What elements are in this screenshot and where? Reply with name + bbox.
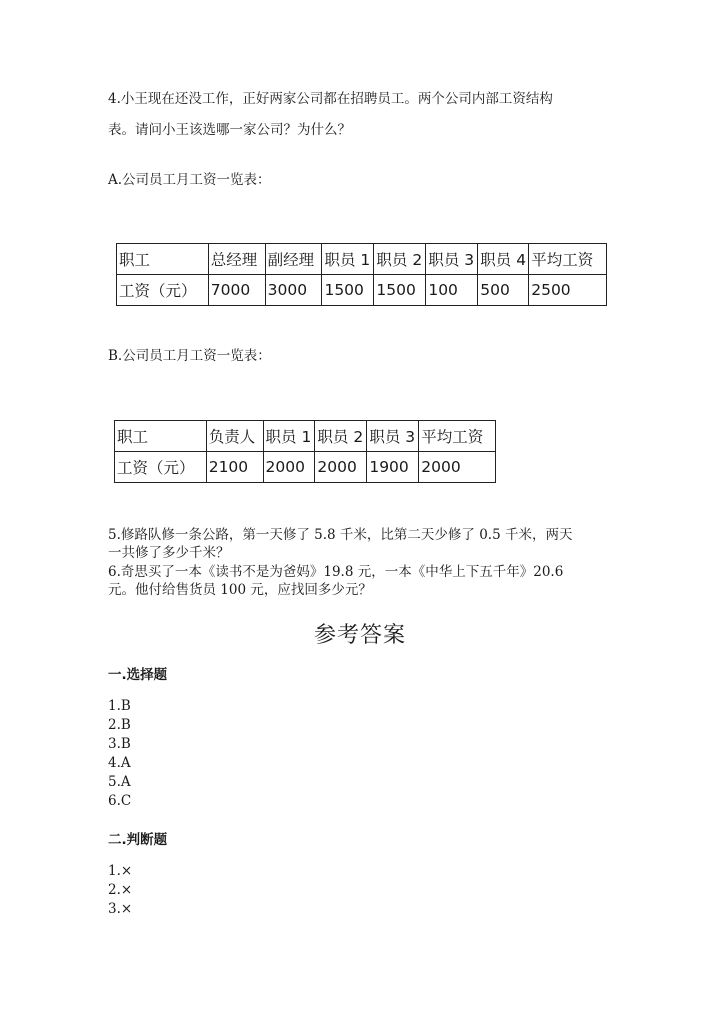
q6-text-line1: 6.奇思买了一本《读书不是为爸妈》19.8 元，一本《中华上下五千年》20.6 — [108, 564, 564, 580]
answer-item: 3.B — [108, 736, 131, 752]
table-a-cell: 3000 — [265, 275, 322, 306]
table-a-header-cell: 副经理 — [265, 244, 322, 275]
section-judge-heading: 二.判断题 — [108, 832, 168, 848]
answer-item: 6.C — [108, 793, 132, 809]
table-a-cell: 1500 — [374, 275, 426, 306]
answer-item: 1.× — [108, 863, 133, 879]
section-choice-heading: 一.选择题 — [108, 667, 168, 683]
table-b-header-row — [115, 421, 496, 452]
table-a-cell: 500 — [478, 275, 529, 306]
table-a-cell: 7000 — [208, 275, 265, 306]
table-a-caption: A.公司员工月工资一览表： — [108, 172, 271, 188]
q5-text-line2: 一共修了多少千米？ — [108, 545, 230, 561]
q5-text-line1: 5.修路队修一条公路，第一天修了 5.8 千米，比第二天少修了 0.5 千米，两天 — [108, 527, 573, 543]
answer-item: 4.A — [108, 755, 131, 771]
table-a-header-cell: 职员 3 — [426, 244, 478, 275]
table-b-header-cell: 职员 1 — [263, 421, 315, 452]
table-b-header-cell: 职工 — [115, 421, 207, 452]
answer-item: 5.A — [108, 774, 131, 790]
table-b-cell: 2000 — [263, 452, 315, 483]
table-a-header-cell: 总经理 — [208, 244, 265, 275]
answer-item: 2.B — [108, 717, 131, 733]
table-a-header-cell: 职工 — [117, 244, 209, 275]
table-a-cell: 100 — [426, 275, 478, 306]
answer-item: 1.B — [108, 698, 131, 714]
q4-text-line1: 4.小王现在还没工作，正好两家公司都在招聘员工。两个公司内部工资结构 — [108, 91, 553, 107]
salary-table-a — [116, 243, 607, 306]
table-b-header-cell: 平均工资 — [419, 421, 496, 452]
table-b-cell: 2100 — [206, 452, 263, 483]
table-a-cell: 工资（元） — [117, 275, 209, 306]
table-b-cell: 2000 — [419, 452, 496, 483]
table-b-header-cell: 职员 2 — [315, 421, 367, 452]
salary-table-b — [114, 420, 496, 483]
table-b-header-cell: 负责人 — [206, 421, 263, 452]
table-b-header-cell: 职员 3 — [367, 421, 419, 452]
table-a-header-cell: 职员 4 — [478, 244, 529, 275]
table-a-header-cell: 职员 1 — [322, 244, 374, 275]
table-b-cell: 1900 — [367, 452, 419, 483]
table-b-cell: 工资（元） — [115, 452, 207, 483]
answers-title: 参考答案 — [313, 623, 406, 648]
table-b-caption: B.公司员工月工资一览表： — [108, 348, 271, 364]
table-a-header-cell: 平均工资 — [529, 244, 607, 275]
table-a-header-row — [117, 244, 607, 275]
answer-item: 3.× — [108, 901, 133, 917]
q6-text-line2: 元。他付给售货员 100 元，应找回多少元？ — [108, 582, 372, 598]
q4-text-line2: 表。请问小王该选哪一家公司？为什么？ — [108, 122, 351, 138]
table-a-cell: 1500 — [322, 275, 374, 306]
table-b-data-row — [115, 452, 496, 483]
table-a-cell: 2500 — [529, 275, 607, 306]
answer-item: 2.× — [108, 882, 133, 898]
table-b-cell: 2000 — [315, 452, 367, 483]
table-a-data-row — [117, 275, 607, 306]
table-a-header-cell: 职员 2 — [374, 244, 426, 275]
